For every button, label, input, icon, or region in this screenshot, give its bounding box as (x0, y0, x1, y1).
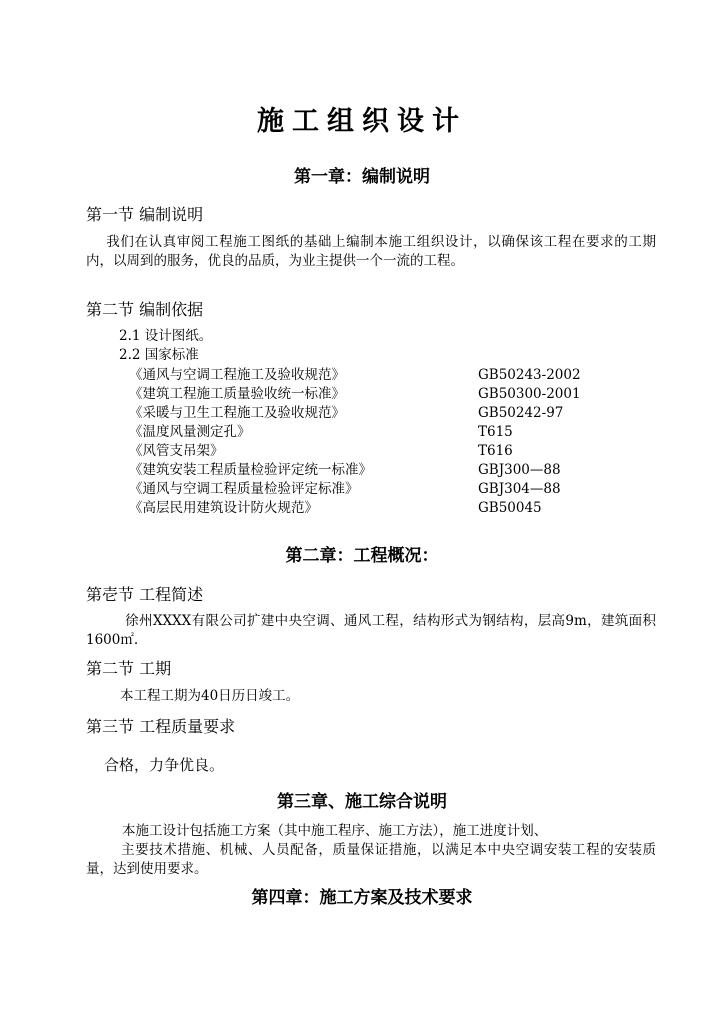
standard-code: GB50045 (478, 500, 542, 516)
basis-item-drawings: 2.1 设计图纸。 (119, 328, 213, 344)
standard-code: GBJ304—88 (478, 481, 561, 497)
standard-name: 《高层民用建筑设计防火规范》 (129, 500, 318, 516)
ch1-section-1-heading: 第一节 编制说明 (86, 205, 204, 224)
standard-code: GB50300-2001 (478, 386, 581, 402)
standard-name: 《通风与空调工程质量检验评定标准》 (129, 481, 359, 497)
ch2-section-1-heading: 第壱节 工程简述 (86, 585, 204, 604)
document-title: 施工组织设计 (257, 106, 467, 137)
chapter-4-heading: 第四章：施工方案及技术要求 (251, 888, 473, 908)
ch1-section-1-paragraph: 我们在认真审阅工程施工图纸的基础上编制本施工组织设计，以确保该工程在要求的工期内，以周到的服务，优良的品质，为业主提供一个一流的工程。 (86, 234, 656, 269)
standard-name: 《通风与空调工程施工及验收规范》 (129, 367, 345, 383)
ch1-section-2-heading: 第二节 编制依据 (86, 300, 204, 319)
ch3-paragraph-rest: 主要技术措施、机械、人员配备，质量保证措施，以满足本中央空调安装工程的安装质量，达到使用要求。 (86, 842, 656, 877)
chapter-1-heading: 第一章：编制说明 (294, 167, 430, 187)
ch2-section-2-paragraph: 本工程工期为40日历日竣工。 (120, 688, 300, 704)
ch2-section-1-paragraph: 徐州XXXX有限公司扩建中央空调、通风工程，结构形式为钢结构，层高9m，建筑面积1600㎡. (86, 613, 656, 648)
ch2-section-2-heading: 第二节 工期 (86, 659, 172, 678)
standard-name: 《采暖与卫生工程施工及验收规范》 (129, 405, 345, 421)
ch2-section-3-paragraph: 合格，力争优良。 (104, 756, 225, 774)
standard-name: 《温度风量测定孔》 (129, 424, 251, 440)
standard-code: GB50243-2002 (478, 367, 581, 383)
basis-item-national-standards: 2.2 国家标准 (119, 347, 199, 363)
standard-code: T616 (478, 443, 513, 459)
standard-name: 《建筑安装工程质量检验评定统一标准》 (129, 462, 372, 478)
standard-code: T615 (478, 424, 513, 440)
ch3-paragraph-line-1: 本施工设计包括施工方案（其中施工程序、施工方法），施工进度计划、 (122, 823, 548, 839)
standard-name: 《风管支吊架》 (129, 443, 224, 459)
chapter-2-heading: 第二章：工程概况： (285, 546, 439, 566)
standard-name: 《建筑工程施工质量验收统一标准》 (129, 386, 345, 402)
chapter-3-heading: 第三章、施工综合说明 (277, 792, 447, 812)
standard-code: GB50242-97 (478, 405, 564, 421)
standard-code: GBJ300—88 (478, 462, 561, 478)
ch2-section-3-heading: 第三节 工程质量要求 (86, 717, 236, 736)
